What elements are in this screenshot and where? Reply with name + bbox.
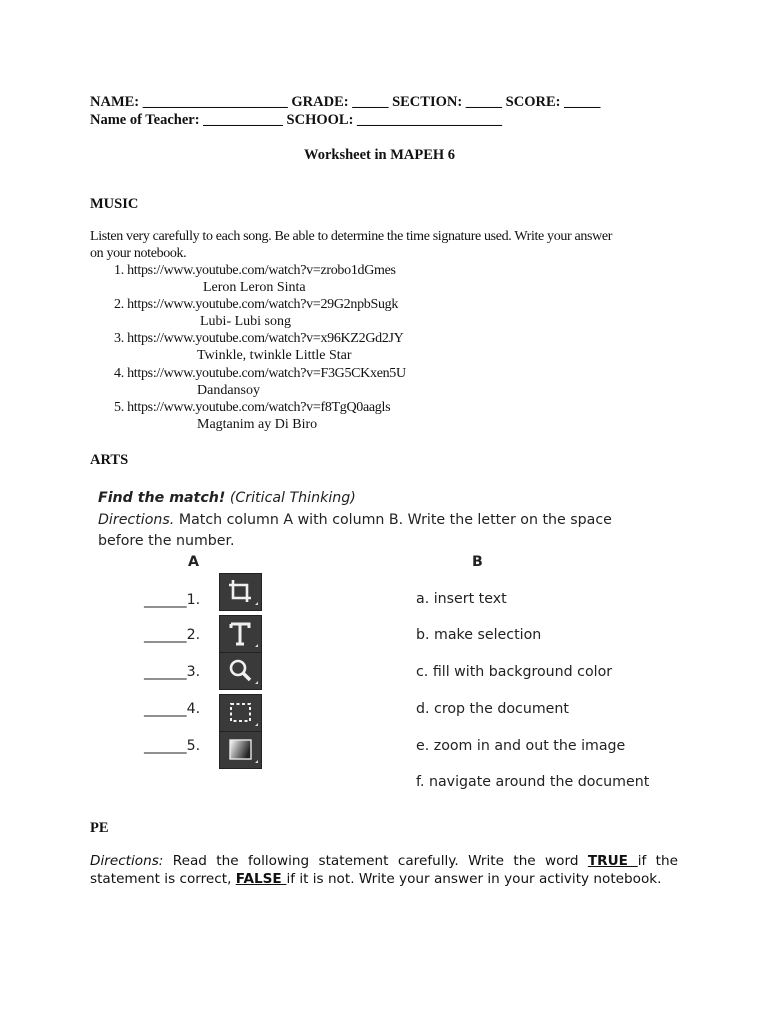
- song-url-4[interactable]: 4. https://www.youtube.com/watch?v=F3G5CKxen5U: [114, 366, 406, 381]
- type-text-icon: [219, 615, 262, 653]
- arts-directions-label: Directions.: [98, 512, 175, 528]
- blank-4[interactable]: ______4.: [144, 701, 201, 717]
- blank-1[interactable]: ______1.: [144, 592, 201, 608]
- song-url-5[interactable]: 5. https://www.youtube.com/watch?v=f8TgQ0aagls: [114, 400, 391, 415]
- choice-d: d. crop the document: [416, 701, 569, 717]
- song-url-1[interactable]: 1. https://www.youtube.com/watch?v=zrobo1dGmes: [114, 263, 396, 278]
- arts-directions-text: Match column A with column B. Write the letter on the space: [178, 512, 612, 528]
- pe-text-a: Read the following statement carefully. Write the word: [163, 853, 588, 869]
- song-url-3[interactable]: 3. https://www.youtube.com/watch?v=x96KZ2Gd2JY: [114, 331, 404, 346]
- pe-heading: PE: [90, 820, 109, 836]
- crop-icon: [219, 573, 262, 611]
- choice-e: e. zoom in and out the image: [416, 738, 626, 754]
- pe-text-b: if the statement is correct,: [90, 853, 678, 887]
- blank-2[interactable]: ______2.: [144, 627, 201, 643]
- worksheet-title: Worksheet in MAPEH 6: [304, 147, 456, 163]
- music-intro-line1: Listen very carefully to each song. Be able to determine the time signature used. Write your answer: [90, 229, 613, 244]
- blank-3[interactable]: ______3.: [144, 664, 201, 680]
- true-word: TRUE: [587, 853, 638, 869]
- choice-a: a. insert text: [416, 591, 507, 607]
- find-match-label: Find the match!: [98, 490, 226, 506]
- song-title-3: Twinkle, twinkle Little Star: [197, 348, 352, 363]
- marquee-selection-icon: [219, 694, 262, 732]
- choice-f: f. navigate around the document: [416, 774, 650, 790]
- song-url-2[interactable]: 2. https://www.youtube.com/watch?v=29G2npbSugk: [114, 297, 399, 312]
- column-a-label: A: [188, 554, 199, 570]
- critical-thinking-label: (Critical Thinking): [229, 490, 356, 506]
- blank-5[interactable]: ______5.: [144, 738, 201, 754]
- column-b-label: B: [472, 554, 483, 570]
- false-word: FALSE: [235, 871, 287, 887]
- choice-c: c. fill with background color: [416, 664, 613, 680]
- gradient-fill-icon: [219, 731, 262, 769]
- music-heading: MUSIC: [90, 196, 139, 212]
- pe-text-c: if it is not. Write your answer in your activity notebook.: [286, 871, 662, 887]
- song-title-2: Lubi- Lubi song: [200, 314, 291, 329]
- song-title-1: Leron Leron Sinta: [203, 280, 306, 295]
- arts-heading: ARTS: [90, 452, 129, 468]
- teacher-school-line: Name of Teacher: ___________ SCHOOL: ____________________: [90, 112, 503, 128]
- song-title-5: Magtanim ay Di Biro: [197, 417, 318, 432]
- zoom-magnifier-icon: [219, 652, 262, 690]
- arts-directions-line2: before the number.: [98, 533, 235, 549]
- song-title-4: Dandansoy: [197, 383, 260, 398]
- student-info-line: NAME: ____________________ GRADE: _____ SECTION: _____ SCORE: _____: [90, 94, 601, 110]
- arts-directions-line1: [98, 512, 612, 528]
- find-match-heading: [98, 490, 356, 506]
- pe-directions-label: Directions:: [90, 853, 164, 869]
- pe-directions: [90, 852, 678, 888]
- music-intro-line2: on your notebook.: [90, 246, 187, 261]
- choice-b: b. make selection: [416, 627, 542, 643]
